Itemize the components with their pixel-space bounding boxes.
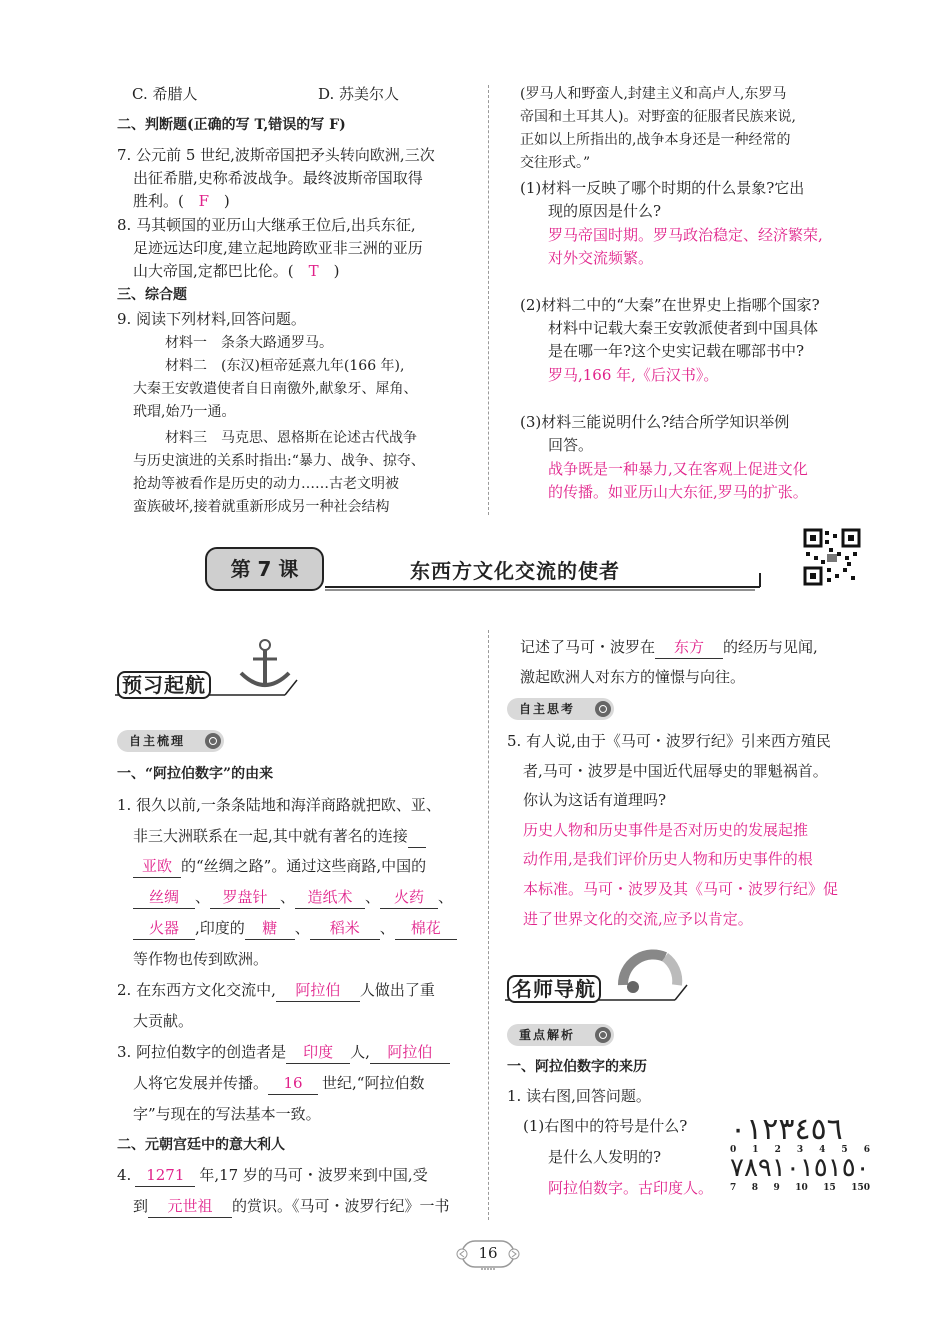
q9-2-line3: 是在哪一年?这个史实记载在哪部书中? [548,342,805,360]
material-3-cont-line4: 交往形式。” [520,155,591,171]
blank-rice: 稻米 [310,917,380,940]
q6-option-c: C. 希腊人 [132,85,198,103]
section-italian-in-yuan-court: 二、元朝宫廷中的意大利人 [117,1137,285,1153]
bl-q3-line2: 人将它发展并传播。 16 世纪,“阿拉伯数 [133,1072,424,1095]
magnifier-icon [205,733,221,749]
material-3-line2: 与历史演进的关系时指出:“暴力、战争、掠夺、 [133,453,425,469]
a9-2: 罗马,166 年,《后汉书》。 [548,366,719,384]
a5-line1: 历史人物和历史事件是否对历史的发展起推 [523,821,809,839]
bl-q3-line3: 字”与现在的写法基本一致。 [133,1105,321,1123]
section-title-comprehensive: 三、综合题 [117,287,187,303]
q7-line2: 出征希腊,史称希波战争。最终波斯帝国取得 [133,169,423,187]
page-number-badge [456,1238,520,1272]
page-number: 16 [478,1244,498,1262]
material-2-line1: 材料二 (东汉)桓帝延熹九年(166 年), [165,358,405,374]
blank-gunpowder: 火药 [380,886,438,909]
br-line2: 激起欧洲人对东方的憧憬与向往。 [520,668,746,686]
br-q1: 1. 读右图,回答问题。 [507,1087,651,1105]
a9-1-line1: 罗马帝国时期。罗马政治稳定、经济繁荣, [548,226,823,244]
blank-kublai: 元世祖 [148,1195,232,1218]
blank-century: 16 [268,1072,318,1095]
bl-q4-line2: 到 元世祖 的赏识。《马可・波罗行纪》一书 [133,1195,450,1218]
section-origin-arabic-numerals: 一、“阿拉伯数字”的由来 [117,766,274,782]
lesson-header [205,545,770,595]
bl-q1-line5: 火器 ,印度的 糖 、 稻米 、 棉花 [133,917,457,940]
column-divider-top [488,85,489,515]
q5-line3: 你认为这话有道理吗? [523,791,667,809]
pill-key-analysis: 重点解析 [507,1024,614,1046]
q9-2-line2: 材料中记载大秦王安敦派使者到中国具体 [548,319,819,337]
blank-arab: 阿拉伯 [370,1041,450,1064]
section-arabic-numeral-history: 一、阿拉伯数字的来历 [507,1059,647,1075]
blank-year-1271: 1271 [135,1164,195,1187]
material-3-line1: 材料三 马克思、恩格斯在论述古代战争 [165,430,417,446]
blank-firearms: 火器 [133,917,195,940]
bl-q4-line1: 4. 1271 年,17 岁的马可・波罗来到中国,受 [117,1164,428,1187]
material-3-line4: 蛮族破坏,接着就重新形成另一种社会结构 [133,499,390,515]
blank-silk: 丝绸 [133,886,195,909]
pill-self-review: 自主梳理 [117,730,224,752]
a5-line4: 进了世界文化的交流,应予以肯定。 [523,910,753,928]
material-2-line2: 大秦王安敦遣使者自日南徼外,献象牙、犀角、 [133,381,418,397]
a5-line2: 动作用,是我们评价历史人物和历史事件的根 [523,850,813,868]
br-q1-1-line2: 是什么人发明的? [548,1148,662,1166]
material-3-cont-line2: 帝国和土耳其人)。对野蛮的征服者民族来说, [520,109,796,125]
numerals-row2-glyphs: ٧٨٩١٠١٥١٥٠ [730,1153,870,1183]
banner-teacher-guide-title: 名师导航 [507,975,601,1003]
banner-preview-title: 预习起航 [117,671,211,699]
banner-teacher-guide [505,945,690,1005]
blank-arab-contrib: 阿拉伯 [276,979,360,1002]
bl-q2-line1: 2. 在东西方文化交流中, 阿拉伯 人做出了重 [117,979,435,1002]
q9-intro: 9. 阅读下列材料,回答问题。 [117,310,306,328]
bl-q2-line2: 大贡献。 [133,1012,194,1030]
q7-answer: F [198,192,210,210]
lesson-number-badge: 第 7 课 [205,547,324,591]
magnifier-icon [595,1027,611,1043]
a9-1-line2: 对外交流频繁。 [548,249,654,267]
section-title-judgement: 二、判断题(正确的写 T,错误的写 F) [117,117,346,133]
bl-q1-line3: 亚欧 的“丝绸之路”。通过这些商路,中国的 [133,855,426,878]
qr-code[interactable] [803,528,861,586]
br-q1-1-line1: (1)右图中的符号是什么? [523,1117,688,1135]
bl-q3-line1: 3. 阿拉伯数字的创造者是 印度 人, 阿拉伯 [117,1041,450,1064]
bl-q1-line4: 丝绸 、 罗盘针 、 造纸术 、 火药 、 [133,886,453,909]
a5-line3: 本标准。马可・波罗及其《马可・波罗行纪》促 [523,880,839,898]
material-3-line3: 抢劫等被看作是历史的动力……古老文明被 [133,476,399,492]
a9-3-line1: 战争既是一种暴力,又在客观上促进文化 [548,460,808,478]
q9-2-line1: (2)材料二中的“大秦”在世界史上指哪个国家? [520,296,820,314]
numerals-row1-labels: 0 1 2 3 4 5 6 [730,1145,870,1155]
q8-line3: 山大帝国,定都巴比伦。( T ) [133,262,340,280]
blank-papermaking: 造纸术 [295,886,365,909]
q5-line1: 5. 有人说,由于《马可・波罗行纪》引来西方殖民 [507,732,831,750]
column-divider-bottom [488,630,489,1220]
material-2-line3: 玳瑁,始乃一通。 [133,404,236,420]
numerals-row1-glyphs: ٠١٢٣٤٥٦ [730,1112,843,1147]
lesson-title: 东西方文化交流的使者 [410,559,620,583]
blank-east: 东方 [655,636,723,659]
banner-preview [115,635,300,700]
q9-3-line2: 回答。 [548,436,594,454]
q6-option-d: D. 苏美尔人 [318,85,400,103]
blank-india: 印度 [286,1041,350,1064]
bl-q1-line6: 等作物也传到欧洲。 [133,950,269,968]
pill-self-thinking: 自主思考 [507,698,614,720]
q5-line2: 者,马可・波罗是中国近代屈辱史的罪魁祸首。 [523,762,828,780]
numerals-row2-labels: 7 8 9 10 15 150 [730,1183,870,1193]
blank-cotton: 棉花 [395,917,457,940]
q9-1-line2: 现的原因是什么? [548,202,662,220]
qr-code-icon [803,528,861,586]
q9-3-line1: (3)材料三能说明什么?结合所学知识举例 [520,413,790,431]
arabic-numerals-figure [730,1112,870,1195]
blank-ouya: 亚欧 [133,855,181,878]
bl-q1-line1: 1. 很久以前,一条条陆地和海洋商路就把欧、亚、 [117,796,441,814]
magnifier-icon [595,701,611,717]
q7-line3: 胜利。( F ) [133,192,230,210]
q9-1-line1: (1)材料一反映了哪个时期的什么景象?它出 [520,179,805,197]
q8-line1: 8. 马其顿国的亚历山大继承王位后,出兵东征, [117,216,416,234]
a9-3-line2: 的传播。如亚历山大东征,罗马的扩张。 [548,483,808,501]
material-3-cont-line1: (罗马人和野蛮人,封建主义和高卢人,东罗马 [520,86,787,102]
material-3-cont-line3: 正如以上所指出的,战争本身还是一种经常的 [520,132,791,148]
q8-answer: T [308,262,319,280]
br-line1: 记述了马可・波罗在 东方 的经历与见闻, [520,636,818,659]
q7-line1: 7. 公元前 5 世纪,波斯帝国把矛头转向欧洲,三次 [117,146,435,164]
blank-compass: 罗盘针 [210,886,280,909]
material-1: 材料一 条条大路通罗马。 [165,335,333,351]
br-a1-1: 阿拉伯数字。古印度人。 [548,1179,714,1197]
bl-q1-line2: 非三大洲联系在一起,其中就有著名的连接 [133,825,426,848]
blank-sugar: 糖 [245,917,295,940]
q8-line2: 足迹远达印度,建立起地跨欧亚非三洲的亚历 [133,239,423,257]
